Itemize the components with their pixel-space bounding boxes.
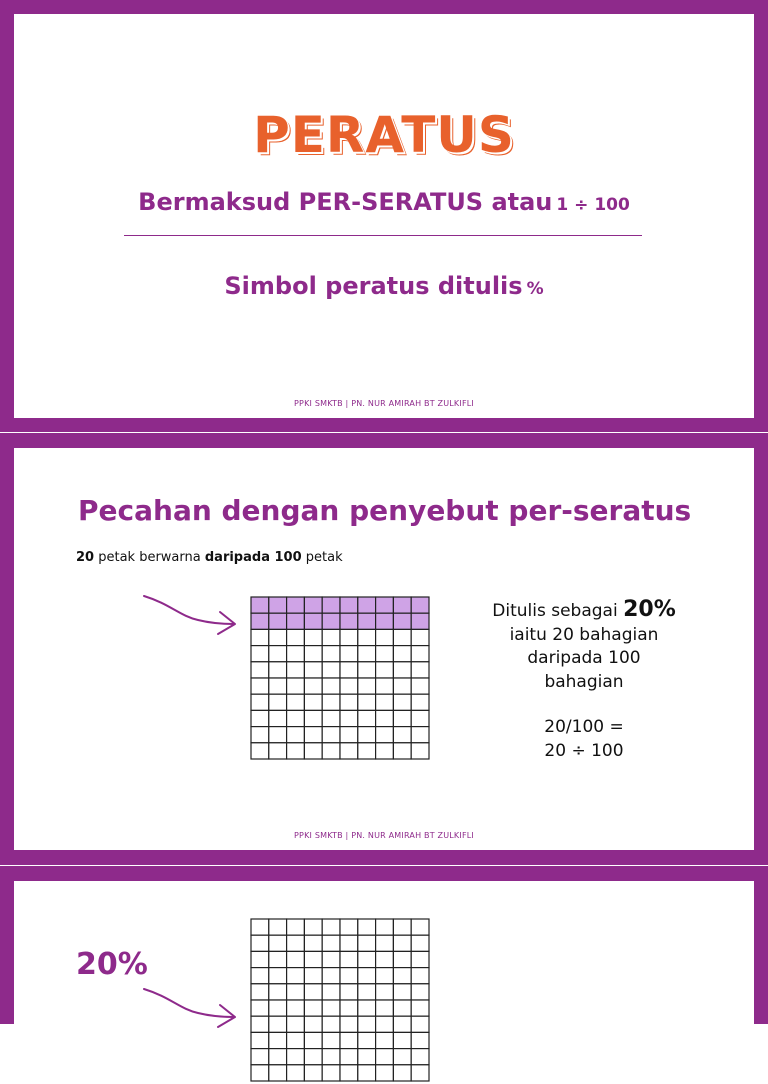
grid-cell [287, 694, 305, 710]
grid-cell-shaded [376, 597, 394, 613]
grid-cell [322, 1049, 340, 1065]
desc-bold: daripada 100 [204, 550, 302, 565]
grid-cell [376, 727, 394, 743]
grid-cell [376, 743, 394, 759]
grid-cell [376, 646, 394, 662]
slide-1-footer: PPKI SMKTB | PN. NUR AMIRAH BT ZULKIFLI [294, 399, 474, 408]
grid-cell [411, 935, 429, 951]
slide-3 [14, 881, 754, 1041]
grid-cell [287, 678, 305, 694]
grid-cell [340, 919, 358, 935]
subtitle-main: Bermaksud PER-SERATUS atau [138, 188, 553, 216]
slide-1-subtitle [14, 188, 754, 216]
grid-cell-shaded [269, 613, 287, 629]
grid-cell-shaded [269, 597, 287, 613]
grid-cell [358, 629, 376, 645]
symbol-line [14, 272, 754, 300]
explain-line-2: iaitu 20 bahagian [509, 624, 659, 645]
grid-cell [340, 678, 358, 694]
grid-cell [340, 743, 358, 759]
grid-cell [287, 646, 305, 662]
grid-cell [269, 984, 287, 1000]
grid-cell [304, 919, 322, 935]
grid-cell [287, 710, 305, 726]
grid-cell [304, 984, 322, 1000]
grid-cell [269, 678, 287, 694]
grid-cell [393, 1000, 411, 1016]
grid-cell [269, 662, 287, 678]
grid-cell [269, 1016, 287, 1032]
grid-cell [340, 710, 358, 726]
grid-cell [411, 710, 429, 726]
grid-cell [376, 678, 394, 694]
grid-cell [251, 1016, 269, 1032]
desc-end: petak [301, 550, 343, 565]
slide-2-frame [0, 433, 768, 865]
grid-cell [251, 646, 269, 662]
grid-cell-shaded [393, 613, 411, 629]
grid-cell [411, 968, 429, 984]
grid-cell [322, 743, 340, 759]
grid-cell [322, 919, 340, 935]
grid-cell [251, 662, 269, 678]
grid-cell [393, 968, 411, 984]
grid-cell-shaded [411, 597, 429, 613]
grid-cell [269, 935, 287, 951]
grid-cell [304, 678, 322, 694]
grid-cell [340, 968, 358, 984]
grid-cell [340, 1016, 358, 1032]
grid-cell [269, 919, 287, 935]
grid-cell [393, 694, 411, 710]
grid-cell [358, 727, 376, 743]
grid-cell [340, 662, 358, 678]
grid-cell [322, 1016, 340, 1032]
explain-line-5: 20/100 = [544, 717, 624, 737]
grid-cell [393, 1032, 411, 1048]
grid-cell [304, 951, 322, 967]
arrow-icon [140, 983, 240, 1043]
grid-cell [304, 1000, 322, 1016]
grid-cell [393, 951, 411, 967]
grid-cell [358, 743, 376, 759]
grid-cell-shaded [322, 613, 340, 629]
grid-cell [287, 951, 305, 967]
grid-cell [376, 1032, 394, 1048]
grid-cell [393, 919, 411, 935]
grid-cell [340, 646, 358, 662]
grid-cell-shaded [358, 597, 376, 613]
desc-middle: petak berwarna [94, 550, 205, 565]
grid-cell [358, 694, 376, 710]
grid-cell [287, 919, 305, 935]
grid-cell-shaded [304, 613, 322, 629]
grid-cell-shaded [358, 613, 376, 629]
grid-cell [304, 710, 322, 726]
grid-cell [322, 935, 340, 951]
grid-cell [322, 951, 340, 967]
grid-cell [287, 727, 305, 743]
grid-cell [251, 1065, 269, 1081]
grid-cell [322, 629, 340, 645]
grid-cell [269, 743, 287, 759]
grid-cell [376, 1065, 394, 1081]
grid-cell [411, 984, 429, 1000]
grid-cell [269, 646, 287, 662]
grid-cell-shaded [287, 597, 305, 613]
grid-cell-shaded [251, 613, 269, 629]
grid-cell [251, 694, 269, 710]
grid-cell [287, 1032, 305, 1048]
grid-cell [340, 935, 358, 951]
divider [124, 235, 642, 236]
grid-cell [411, 662, 429, 678]
slide-2 [14, 448, 754, 850]
grid-cell [393, 1049, 411, 1065]
grid-cell [376, 629, 394, 645]
grid-cell [269, 1049, 287, 1065]
grid-cell [287, 629, 305, 645]
grid-cell [304, 727, 322, 743]
grid-cell [411, 1000, 429, 1016]
grid-cell [393, 743, 411, 759]
subtitle-expression: 1 ÷ 100 [556, 195, 630, 215]
grid-cell [340, 727, 358, 743]
grid-description [76, 550, 343, 565]
grid-cell [287, 968, 305, 984]
explain-percent: 20% [623, 597, 676, 622]
explain-line-4: bahagian [544, 671, 624, 692]
grid-cell [322, 984, 340, 1000]
grid-cell [340, 951, 358, 967]
grid-cell [251, 919, 269, 935]
grid-cell [411, 1065, 429, 1081]
grid-cell [269, 1065, 287, 1081]
grid-cell [358, 678, 376, 694]
grid-cell [393, 935, 411, 951]
grid-cell [393, 710, 411, 726]
grid-cell [358, 1000, 376, 1016]
grid-cell [322, 678, 340, 694]
slide-1 [14, 14, 754, 418]
grid-cell-shaded [340, 597, 358, 613]
grid-cell [304, 968, 322, 984]
grid-cell [393, 1016, 411, 1032]
grid-cell [251, 935, 269, 951]
grid-cell [269, 694, 287, 710]
grid-cell [358, 919, 376, 935]
grid-cell [411, 743, 429, 759]
grid-cell [393, 727, 411, 743]
slide-1-frame [0, 0, 768, 432]
grid-cell-shaded [340, 613, 358, 629]
grid-cell [322, 1000, 340, 1016]
grid-cell [304, 1016, 322, 1032]
grid-cell [376, 1016, 394, 1032]
grid-cell [411, 694, 429, 710]
grid-cell [358, 984, 376, 1000]
grid-cell [340, 984, 358, 1000]
hundred-grid [250, 596, 432, 762]
grid-cell [358, 935, 376, 951]
grid-cell [393, 678, 411, 694]
grid-cell [340, 1065, 358, 1081]
grid-cell [376, 984, 394, 1000]
grid-cell [251, 678, 269, 694]
grid-cell [304, 935, 322, 951]
grid-cell [411, 1032, 429, 1048]
grid-cell [322, 710, 340, 726]
grid-cell [393, 984, 411, 1000]
explain-line-3: daripada 100 [527, 648, 641, 668]
grid-cell [287, 1016, 305, 1032]
grid-cell [269, 968, 287, 984]
grid-cell-shaded [393, 597, 411, 613]
grid-cell-shaded [287, 613, 305, 629]
grid-cell [358, 1065, 376, 1081]
grid-cell [376, 951, 394, 967]
hundred-grid [250, 918, 432, 1084]
grid-cell [393, 629, 411, 645]
grid-cell [393, 1065, 411, 1081]
grid-cell [376, 1000, 394, 1016]
grid-cell [322, 968, 340, 984]
grid-cell [269, 951, 287, 967]
grid-cell [411, 646, 429, 662]
grid-cell [251, 710, 269, 726]
desc-number: 20 [76, 550, 95, 565]
grid-cell [322, 646, 340, 662]
grid-cell [358, 1016, 376, 1032]
grid-cell [376, 710, 394, 726]
grid-cell [251, 984, 269, 1000]
grid-cell [251, 743, 269, 759]
grid-cell [358, 646, 376, 662]
grid-cell-shaded [251, 597, 269, 613]
grid-cell [304, 743, 322, 759]
grid-cell [287, 1000, 305, 1016]
grid-cell [376, 694, 394, 710]
grid-cell [411, 1049, 429, 1065]
grid-cell [269, 629, 287, 645]
grid-cell [287, 1065, 305, 1081]
page-title: PERATUS [253, 106, 515, 164]
symbol-char: % [526, 279, 544, 299]
grid-cell [287, 662, 305, 678]
explanation [474, 598, 694, 763]
explain-line-6: 20 ÷ 100 [544, 740, 624, 761]
grid-cell [287, 1049, 305, 1065]
grid-cell [322, 727, 340, 743]
grid-cell [340, 1049, 358, 1065]
grid-cell [411, 1016, 429, 1032]
grid-cell [358, 1032, 376, 1048]
grid-cell [340, 1032, 358, 1048]
grid-cell [322, 1032, 340, 1048]
arrow-icon [140, 590, 240, 646]
grid-cell [304, 646, 322, 662]
grid-cell [358, 968, 376, 984]
grid-cell [322, 694, 340, 710]
grid-cell [358, 710, 376, 726]
grid-cell [393, 646, 411, 662]
grid-cell [322, 1065, 340, 1081]
grid-cell-shaded [322, 597, 340, 613]
grid-cell [340, 694, 358, 710]
grid-cell [411, 919, 429, 935]
grid-cell [304, 629, 322, 645]
grid-cell [251, 1032, 269, 1048]
grid-cell [251, 951, 269, 967]
grid-cell [340, 1000, 358, 1016]
grid-cell [287, 984, 305, 1000]
slide-2-footer: PPKI SMKTB | PN. NUR AMIRAH BT ZULKIFLI [294, 831, 474, 840]
grid-cell [304, 694, 322, 710]
grid-cell [251, 629, 269, 645]
grid-cell [304, 1032, 322, 1048]
grid-cell [287, 935, 305, 951]
grid-cell [411, 727, 429, 743]
grid-cell [411, 678, 429, 694]
grid-cell [376, 919, 394, 935]
grid-cell-shaded [304, 597, 322, 613]
grid-cell [251, 1049, 269, 1065]
grid-cell-shaded [376, 613, 394, 629]
grid-cell [304, 662, 322, 678]
grid-cell-shaded [411, 613, 429, 629]
grid-cell [376, 662, 394, 678]
grid-cell [304, 1065, 322, 1081]
grid-cell [304, 1049, 322, 1065]
grid-cell [269, 727, 287, 743]
slide-3-frame [0, 866, 768, 1024]
grid-cell [251, 727, 269, 743]
grid-cell [269, 1032, 287, 1048]
grid-cell [376, 1049, 394, 1065]
grid-cell [251, 968, 269, 984]
percent-label: 20% [76, 947, 148, 982]
symbol-text: Simbol peratus ditulis [224, 272, 523, 300]
grid-cell [269, 1000, 287, 1016]
explain-line-1: Ditulis sebagai 20% [492, 597, 676, 622]
grid-cell [251, 1000, 269, 1016]
grid-cell [358, 662, 376, 678]
grid-cell [269, 710, 287, 726]
grid-cell [358, 951, 376, 967]
grid-cell [340, 629, 358, 645]
grid-cell [393, 662, 411, 678]
grid-cell [322, 662, 340, 678]
grid-cell [411, 629, 429, 645]
grid-cell [358, 1049, 376, 1065]
grid-cell [411, 951, 429, 967]
grid-cell [287, 743, 305, 759]
grid-cell [376, 935, 394, 951]
slide-2-title: Pecahan dengan penyebut per-seratus [78, 494, 692, 527]
grid-cell [376, 968, 394, 984]
